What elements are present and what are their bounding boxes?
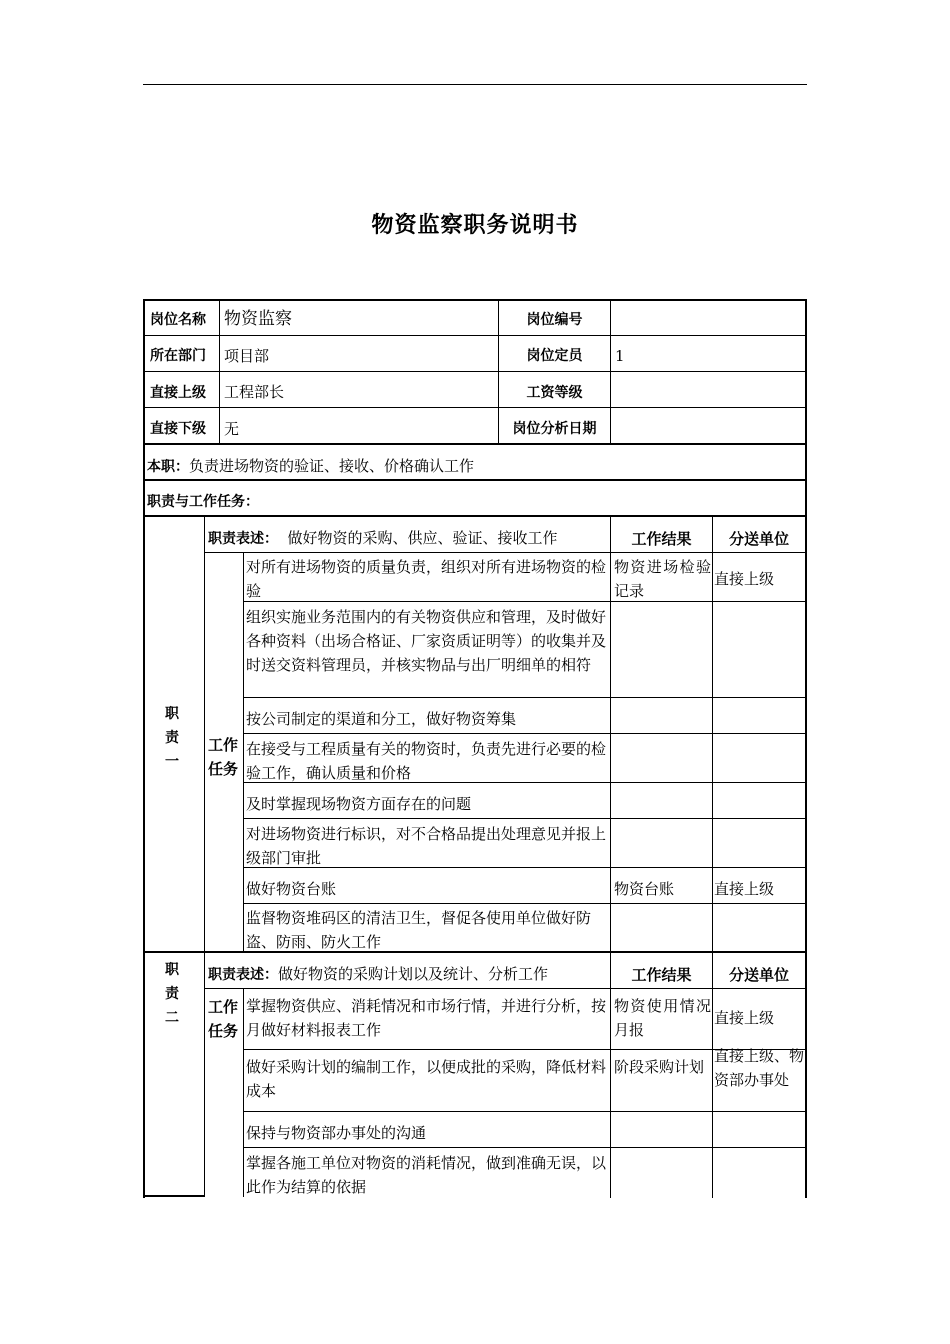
task-2-3: 保持与物资部办事处的沟通 xyxy=(246,1124,427,1142)
recipient-1-1: 直接上级 xyxy=(714,570,775,588)
task-1-8: 监督物资堆码区的清洁卫生，督促各使用单位做好防盗、防雨、防火工作 xyxy=(246,909,592,951)
task-2-1: 掌握物资供应、消耗情况和市场行情，并进行分析，按月做好材料报表工作 xyxy=(246,997,607,1039)
responsibility-2-desc-row xyxy=(208,962,548,987)
result-2-1: 物资使用情况月报 xyxy=(614,997,711,1039)
responsibility-1-desc-label: 职责表述： xyxy=(208,531,278,547)
result-1-1: 物资进场检验记录 xyxy=(614,558,711,600)
department-label: 所在部门 xyxy=(150,348,206,364)
responsibility-1-label: 职责一 xyxy=(165,706,179,770)
responsibility-2-desc-label: 职责表述： xyxy=(208,967,278,983)
position-name-label: 岗位名称 xyxy=(150,312,206,328)
responsibility-1-desc: 做好物资的采购、供应、验证、接收工作 xyxy=(287,529,558,547)
responsibility-1-desc-row xyxy=(208,526,558,551)
recipient-header-2: 分送单位 xyxy=(728,966,789,984)
job-description-table xyxy=(143,299,807,1198)
department-value: 项目部 xyxy=(224,347,270,365)
recipient-2-1: 直接上级 xyxy=(714,1009,775,1027)
headcount-value: 1 xyxy=(615,347,625,365)
task-1-1: 对所有进场物资的质量负责，组织对所有进场物资的检验 xyxy=(246,558,607,600)
responsibility-2-label: 职责二 xyxy=(165,962,179,1026)
position-name-value: 物资监察 xyxy=(224,309,292,329)
recipient-1-7: 直接上级 xyxy=(714,880,775,898)
supervisor-value: 工程部长 xyxy=(224,383,285,401)
task-1-6: 对进场物资进行标识，对不合格品提出处理意见并报上级部门审批 xyxy=(246,825,607,867)
supervisor-label: 直接上级 xyxy=(150,385,206,401)
responsibility-2-desc: 做好物资的采购计划以及统计、分析工作 xyxy=(278,965,549,983)
work-task-label-2: 工作任务 xyxy=(208,998,239,1040)
task-1-3: 按公司制定的渠道和分工，做好物资筹集 xyxy=(246,710,517,728)
salary-grade-label: 工资等级 xyxy=(526,385,583,401)
headcount-label: 岗位定员 xyxy=(526,348,583,364)
recipient-header-1: 分送单位 xyxy=(728,530,789,548)
subordinate-value: 无 xyxy=(224,420,240,438)
header-rule xyxy=(143,84,807,85)
task-1-7: 做好物资台账 xyxy=(246,880,337,898)
position-code-label: 岗位编号 xyxy=(526,312,583,328)
section-label: 职责与工作任务： xyxy=(147,494,259,510)
duty-label: 本职： xyxy=(147,459,189,475)
task-2-2: 做好采购计划的编制工作，以便成批的采购，降低材料成本 xyxy=(246,1058,607,1100)
task-1-2: 组织实施业务范围内的有关物资供应和管理，及时做好各种资料（出场合格证、厂家资质证明等）的收集并及时送交资料管理员，并核实物品与出厂明细单的相符 xyxy=(246,608,607,674)
recipient-2-2: 直接上级、物资部办事处 xyxy=(714,1047,805,1089)
result-2-2: 阶段采购计划 xyxy=(614,1058,705,1076)
result-header-2: 工作结果 xyxy=(631,966,692,984)
result-header-1: 工作结果 xyxy=(631,530,692,548)
duty-row xyxy=(147,454,474,479)
result-1-7: 物资台账 xyxy=(614,880,675,898)
analysis-date-label: 岗位分析日期 xyxy=(512,421,597,437)
task-1-5: 及时掌握现场物资方面存在的问题 xyxy=(246,795,472,813)
document-title: 物资监察职务说明书 xyxy=(371,213,579,238)
task-2-4: 掌握各施工单位对物资的消耗情况，做到准确无误，以此作为结算的依据 xyxy=(246,1154,607,1196)
subordinate-label: 直接下级 xyxy=(150,421,206,437)
work-task-label-1: 工作任务 xyxy=(208,736,239,778)
duty-text: 负责进场物资的验证、接收、价格确认工作 xyxy=(189,457,475,475)
task-1-4: 在接受与工程质量有关的物资时，负责先进行必要的检验工作，确认质量和价格 xyxy=(246,740,607,782)
